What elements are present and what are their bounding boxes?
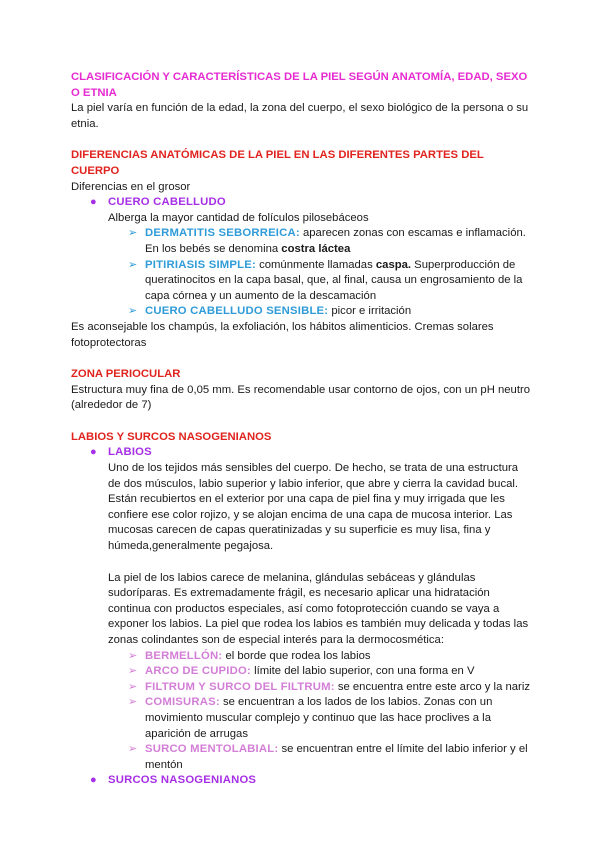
sub-item-text: se encuentran a los lados de los labios. Zonas con un movimiento muscular complejo y continuo que las hace proclives a la aparición de arrugas <box>145 696 493 740</box>
sub-item-label: CUERO CABELLUDO SENSIBLE: <box>145 305 329 318</box>
sub-item-label: PITIRIASIS SIMPLE: <box>145 258 256 271</box>
document-page <box>71 70 533 789</box>
sub-item-text: límite del labio superior, con una forma en V <box>250 665 475 678</box>
sub-item-bold: costra láctea <box>281 242 351 255</box>
sub-item-label: SURCO MENTOLABIAL: <box>145 743 279 756</box>
bullet-dot-icon: ● <box>90 196 97 209</box>
sub-item-text: aparecen zonas con escamas e inflamación. En los bebés se denomina <box>145 227 526 255</box>
bullet-surcos-nasogenianos <box>71 773 533 789</box>
bullet-labios <box>71 445 533 461</box>
labios-paragraph-1: Uno de los tejidos más sensibles del cuerpo. De hecho, se trata de una estructura de dos músculos, labio superior y labio inferior, que abre y cierra la cavidad bucal. Están recubiertos en el exterior por una capa de piel fina y muy irrigada que les confiere ese color rojizo, y se alojan encima de una capa de mucosa interior. Las mucosas carecen de capas queratinizadas y su superficie es muy lisa, fina y húmeda,generalmente pegajosa. <box>108 462 519 553</box>
section2-text: Estructura muy fina de 0,05 mm. Es recomendable usar contorno de ojos, con un pH neutro (alrededor de 7) <box>71 383 531 412</box>
sub-item-dermatitis <box>71 226 533 257</box>
sub-item-label: ARCO DE CUPIDO: <box>145 665 251 678</box>
sub-item-text: picor e irritación <box>328 305 412 318</box>
bullet-title: LABIOS <box>108 446 152 459</box>
sub-item-label: FILTRUM Y SURCO DEL FILTRUM: <box>145 680 335 693</box>
section1-heading: DIFERENCIAS ANATÓMICAS DE LA PIEL EN LAS DIFERENTES PARTES DEL CUERPO <box>71 149 484 177</box>
arrow-bullet-icon: ➢ <box>128 258 138 271</box>
section1-closing: Es aconsejable los champús, la exfoliación, los hábitos alimenticios. Cremas solares fotoprotectoras <box>71 320 494 349</box>
sub-item-pitiriasis <box>71 258 533 305</box>
bullet-title: SURCOS NASOGENIANOS <box>108 774 257 787</box>
sub-item-label: BERMELLÓN: <box>145 649 223 662</box>
section3-heading: LABIOS Y SURCOS NASOGENIANOS <box>71 430 272 443</box>
sub-item-surco-mentolabial <box>71 742 533 773</box>
section1-subheading: Diferencias en el grosor <box>71 180 191 193</box>
arrow-bullet-icon: ➢ <box>128 649 138 662</box>
sub-item-label: DERMATITIS SEBORREICA: <box>145 227 300 240</box>
sub-item-comisuras <box>71 695 533 742</box>
sub-item-cuero-sensible <box>71 304 533 320</box>
arrow-bullet-icon: ➢ <box>128 680 138 693</box>
sub-item-arco-cupido <box>71 664 533 680</box>
sub-item-text: comúnmente llamadas <box>255 258 376 271</box>
labios-paragraph-2: La piel de los labios carece de melanina, glándulas sebáceas y glándulas sudoríparas. Es extremadamente frágil, es necesario aplicar una hidratación continua con productos especiales, así como fotoprotección cuando se vaya a exponer los labios. La piel que rodea los labios es también muy delicada y todas las zonas colindantes son de especial interés para la dermocosmética: <box>108 571 529 646</box>
sub-item-tail: Superproducción de queratinocitos en la capa basal, que, al final, causa un engrosamiento de la capa córnea y un aumento de la descamación <box>145 258 523 302</box>
bullet-title: CUERO CABELLUDO <box>108 196 226 209</box>
sub-item-text: el borde que rodea los labios <box>222 649 371 662</box>
bullet-text: Alberga la mayor cantidad de folículos pilosebáceos <box>108 211 369 224</box>
sub-item-text: se encuentran entre el límite del labio inferior y el mentón <box>145 743 528 771</box>
bullet-dot-icon: ● <box>90 774 97 787</box>
sub-item-label: COMISURAS: <box>145 696 220 709</box>
bullet-cuero-cabelludo <box>71 195 533 211</box>
sub-item-filtrum <box>71 680 533 696</box>
sub-item-bermellon <box>71 649 533 665</box>
bullet-dot-icon: ● <box>90 446 97 459</box>
arrow-bullet-icon: ➢ <box>128 305 138 318</box>
sub-item-text: se encuentra entre este arco y la nariz <box>334 680 530 693</box>
intro-text: La piel varía en función de la edad, la zona del cuerpo, el sexo biológico de la persona o su etnia. <box>71 102 529 130</box>
arrow-bullet-icon: ➢ <box>128 743 138 756</box>
arrow-bullet-icon: ➢ <box>128 696 138 709</box>
section2-heading: ZONA PERIOCULAR <box>71 368 181 381</box>
sub-item-bold: caspa. <box>375 258 412 271</box>
arrow-bullet-icon: ➢ <box>128 665 138 678</box>
document-title: CLASIFICACIÓN Y CARACTERÍSTICAS DE LA PIEL SEGÚN ANATOMÍA, EDAD, SEXO O ETNIA <box>71 71 528 99</box>
arrow-bullet-icon: ➢ <box>128 227 138 240</box>
